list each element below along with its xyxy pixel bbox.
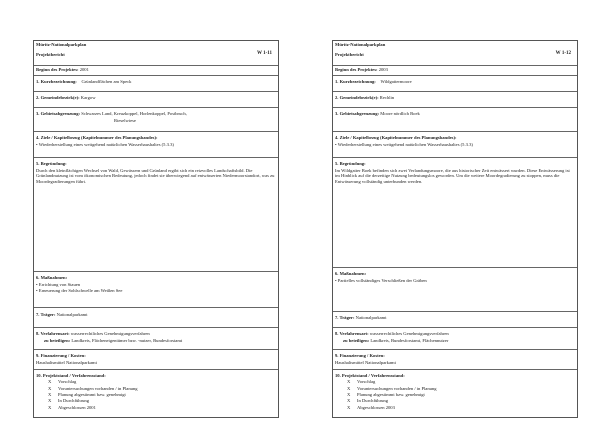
verfahren-label: 8. Verfahrensart: xyxy=(335,331,369,336)
ziele-item: Wiederherstellung eines weitgehend natürlichen Wasserhaushaltes (5.3.3) xyxy=(337,141,473,147)
status-item: Voruntersuchungen vorhanden / in Planung xyxy=(58,385,138,391)
beteiligen-value: Landkreis, Bundesforstamt, Flächennutzer xyxy=(370,337,449,343)
status-mark: X xyxy=(48,385,52,391)
status-mark: X xyxy=(347,391,351,397)
verfahren-section xyxy=(34,327,278,350)
projektstand-label: 10. Projektstand / Verfahrensstand: xyxy=(335,373,405,378)
start-value: 2001 xyxy=(79,67,89,72)
start-label: Beginn des Projektes: xyxy=(335,67,378,72)
beteiligen-label: zu beteiligen: xyxy=(343,337,370,343)
beteiligen-value: Landkreis, Flächeneigentümer bzw. -nutzer, Bundesforstamt xyxy=(71,337,183,343)
ziele-label: 4. Ziele / Kapitelbezug (Kapitelnummer des Planungsbandes): xyxy=(36,135,158,140)
status-item: Voruntersuchungen vorhanden / in Planung xyxy=(357,385,437,391)
traeger-value: Nationalparkamt xyxy=(355,315,387,320)
massnahmen-label: 6. Maßnahmen: xyxy=(36,275,68,280)
kurz-section xyxy=(34,75,278,92)
kurz-value: Grünlandflächen am Speck xyxy=(81,79,132,84)
status-mark: X xyxy=(48,398,52,404)
traeger-section xyxy=(34,307,278,328)
finanzierung-label: 9. Finanzierung / Kosten: xyxy=(335,353,385,358)
ziele-item: Wiederherstellung eines weitgehend natürlichen Wasserhaushaltes (5.3.3) xyxy=(38,141,174,147)
form-subtitle: Projektbericht xyxy=(335,51,364,57)
status-item: Planung abgestimmt bzw. genehmigt xyxy=(58,391,126,397)
traeger-label: 7. Träger: xyxy=(36,312,56,317)
status-mark: X xyxy=(48,379,52,385)
beteiligen-label: zu beteiligen: xyxy=(44,337,71,343)
begruendung-text: Durch den kleinflächigen Wechsel von Wald, Gewässern und Grünland ergibt sich ein reizvolles Landschaftsbild. Die Grünlandnutzung ist vom ökonomischen Bedeutung, jedoch findet sie überwiegend auf entwässerten Niedermoorstandort, was zu Moordegradierungen führt. xyxy=(36,167,275,185)
status-item: Planung abgestimmt bzw. genehmigt xyxy=(357,391,425,397)
finanzierung-value: Haushaltsmittel Nationalparkamt xyxy=(335,359,396,365)
begruendung-label: 5. Begründung: xyxy=(36,161,67,166)
begruendung-label: 5. Begründung: xyxy=(335,161,366,166)
kurz-section xyxy=(333,75,577,92)
gemeinde-value: Rechlin xyxy=(379,95,395,100)
gebiet-value: Moore nördlich Boek xyxy=(380,111,420,116)
status-item: Abgeschlossen 2003 xyxy=(357,404,395,410)
verfahren-value: wasserrechtliches Genehmigungsverfahren xyxy=(369,331,449,336)
massnahmen-item: Errichtung von Stauen xyxy=(38,281,81,287)
verfahren-section xyxy=(333,327,577,350)
finanzierung-label: 9. Finanzierung / Kosten: xyxy=(36,353,86,358)
gebiet-section xyxy=(333,107,577,132)
verfahren-value: wasserrechtliches Genehmigungsverfahren xyxy=(70,331,150,336)
gemeinde-value: Kargow xyxy=(80,95,96,100)
gemeinde-label: 2. Gemeindebezirk(e): xyxy=(36,95,80,100)
begruendung-section xyxy=(34,157,278,272)
massnahmen-item: Partielles vollständiges Verschließen der Gräben xyxy=(337,277,427,283)
header-section xyxy=(333,41,577,65)
project-report-form-w1-12 xyxy=(332,40,578,418)
traeger-label: 7. Träger: xyxy=(335,315,355,320)
project-code: W 1-12 xyxy=(555,51,571,56)
projektstand-section xyxy=(333,369,577,419)
traeger-section xyxy=(333,311,577,328)
form-title: Müritz-Nationalparkplan xyxy=(36,42,87,47)
project-code: W 1-11 xyxy=(256,51,272,56)
verfahren-label: 8. Verfahrensart: xyxy=(36,331,70,336)
gebiet-value-2: Rieselwiese xyxy=(114,117,136,123)
status-mark: X xyxy=(48,391,52,397)
projektstand-label: 10. Projektstand / Verfahrensstand: xyxy=(36,373,106,378)
massnahmen-section: 6. Maßnahmen: • Errichtung von Stauen • Erneuerung der Sohlschwelle am Weißen See xyxy=(34,271,278,308)
gebiet-label: 3. Gebietsabgrenzung: xyxy=(335,111,380,116)
kurz-value: Wildgattermoore xyxy=(380,79,412,84)
ziele-section: 4. Ziele / Kapitelbezug (Kapitelnummer des Planungsbandes): • Wiederherstellung eines weitgehend natürlichen Wasserhaushaltes (5.3.3) xyxy=(333,131,577,158)
status-item: In Durchführung xyxy=(357,398,388,404)
gebiet-value: Schwarzes Land, Kreuzkoppel, Horlenkoppel, Postbruch, xyxy=(81,111,187,116)
start-label: Beginn des Projektes: xyxy=(36,67,79,72)
ziele-section: 4. Ziele / Kapitelbezug (Kapitelnummer des Planungsbandes): • Wiederherstellung eines weitgehend natürlichen Wasserhaushaltes (5.3.3) xyxy=(34,131,278,158)
massnahmen-item: Erneuerung der Sohlschwelle am Weißen See xyxy=(38,288,123,294)
gemeinde-section xyxy=(34,91,278,108)
status-item: Vorschlag xyxy=(357,379,376,385)
massnahmen-label: 6. Maßnahmen: xyxy=(335,271,367,276)
finanzierung-section xyxy=(34,349,278,370)
status-item: Vorschlag xyxy=(58,379,77,385)
massnahmen-section: 6. Maßnahmen: • Partielles vollständiges Verschließen der Gräben xyxy=(333,267,577,312)
start-value: 2003 xyxy=(378,67,388,72)
finanzierung-section xyxy=(333,349,577,370)
status-item: In Durchführung xyxy=(58,398,89,404)
gebiet-section xyxy=(34,107,278,132)
traeger-value: Nationalparkamt xyxy=(56,312,88,317)
kurz-label: 1. Kurzbezeichnung: xyxy=(335,79,376,84)
gebiet-label: 3. Gebietsabgrenzung: xyxy=(36,111,81,116)
projektstand-section xyxy=(34,369,278,419)
header-section xyxy=(34,41,278,65)
status-mark: X xyxy=(347,385,351,391)
status-mark: X xyxy=(347,379,351,385)
kurz-label: 1. Kurzbezeichnung: xyxy=(36,79,77,84)
gemeinde-section xyxy=(333,91,577,108)
form-title: Müritz-Nationalparkplan xyxy=(335,42,386,47)
begruendung-text: Im Wildgatter Boek befinden sich zwei Verlandungsmoore, die aus historischer Zeit entwässert wurden. Diese Entwässerung ist im Hinblick auf die derzeitige Nutzung bedeutungslos geworden. Um die weitere Moordegradierung zu stoppen, muss die Entwässerung vollständig unterbunden werden. xyxy=(335,167,570,185)
status-mark: X xyxy=(347,398,351,404)
status-item: Abgeschlossen 2001 xyxy=(58,404,96,410)
project-report-form-w1-11 xyxy=(33,40,279,418)
status-mark: X xyxy=(48,404,52,410)
form-subtitle: Projektbericht xyxy=(36,51,65,57)
finanzierung-value: Haushaltsmittel Nationalparkamt xyxy=(36,359,97,365)
gemeinde-label: 2. Gemeindebezirk(e): xyxy=(335,95,379,100)
begruendung-section xyxy=(333,157,577,268)
status-mark: X xyxy=(347,404,351,410)
ziele-label: 4. Ziele / Kapitelbezug (Kapitelnummer des Planungsbandes): xyxy=(335,135,457,140)
